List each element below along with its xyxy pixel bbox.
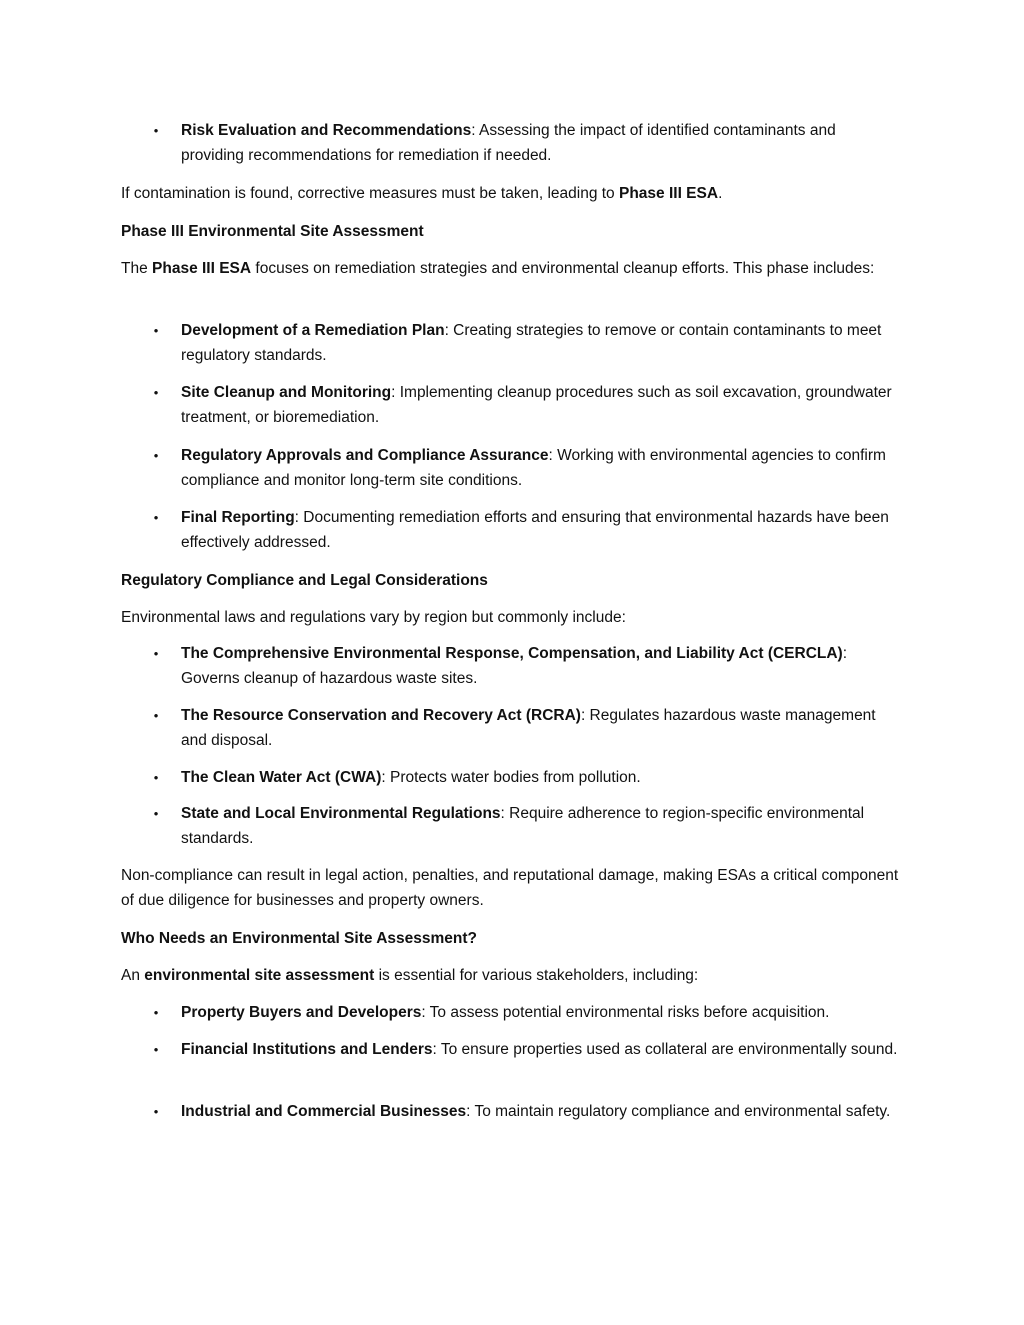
- paragraph: [121, 256, 901, 281]
- paragraph: [121, 963, 901, 988]
- paragraph-bold: environmental site assessment: [144, 967, 375, 984]
- list-item: [181, 505, 901, 555]
- list-item-desc: : To assess potential environmental risks before acquisition.: [421, 1004, 830, 1021]
- bullet: •: [153, 770, 159, 785]
- paragraph-text: If contamination is found, corrective measures must be taken, leading to: [121, 185, 619, 202]
- list-item-desc: : Assessing the impact of identified contaminants and providing recommendations for remediation if needed.: [181, 122, 836, 164]
- list-item-term: Final Reporting: [181, 509, 295, 526]
- list-item: [181, 118, 901, 168]
- section-heading-text: Who Needs an Environmental Site Assessment?: [121, 930, 478, 947]
- section-heading: [121, 926, 901, 951]
- list-item: [181, 703, 901, 753]
- list-item: [181, 318, 901, 368]
- paragraph-text: is essential for various stakeholders, including:: [374, 967, 699, 984]
- list-item-desc: : Implementing cleanup procedures such as soil excavation, groundwater treatment, or bioremediation.: [181, 384, 892, 426]
- list-item-desc: : To ensure properties used as collateral are environmentally sound.: [432, 1041, 898, 1058]
- list-item-term: Risk Evaluation and Recommendations: [181, 122, 472, 139]
- list-item-desc: : Protects water bodies from pollution.: [381, 769, 641, 786]
- paragraph-bold: Phase III ESA: [152, 260, 252, 277]
- list-item-term: The Resource Conservation and Recovery Act (RCRA): [181, 707, 581, 724]
- list-item-term: Development of a Remediation Plan: [181, 322, 445, 339]
- paragraph: Environmental laws and regulations vary by region but commonly include:: [121, 609, 626, 626]
- list-item-term: State and Local Environmental Regulations: [181, 805, 501, 822]
- bullet: •: [153, 385, 159, 400]
- list-item-desc: : Require adherence to region-specific environmental standards.: [181, 805, 865, 847]
- bullet: •: [153, 646, 159, 661]
- list-item-term: The Comprehensive Environmental Response, Compensation, and Liability Act (CERCLA): [181, 645, 843, 662]
- list-item-desc: : To maintain regulatory compliance and environmental safety.: [466, 1103, 891, 1120]
- list-item: [181, 801, 901, 851]
- list-item: [181, 1099, 901, 1124]
- section-heading: [121, 568, 901, 593]
- bullet: •: [153, 1104, 159, 1119]
- list-item-desc: : Documenting remediation efforts and ensuring that environmental hazards have been effectively addressed.: [181, 509, 889, 551]
- paragraph: Non-compliance can result in legal action, penalties, and reputational damage, making ESAs a critical component of due diligence for businesses and property owners.: [121, 867, 899, 909]
- bullet: •: [153, 1005, 159, 1020]
- list-item-term: Site Cleanup and Monitoring: [181, 384, 392, 401]
- bullet: •: [153, 1042, 159, 1057]
- paragraph-bold: Phase III ESA: [618, 185, 719, 202]
- bullet: •: [153, 123, 159, 138]
- list-item: [181, 765, 901, 790]
- bullet: •: [153, 448, 159, 463]
- list-item-term: Industrial and Commercial Businesses: [181, 1103, 467, 1120]
- section-heading: [121, 219, 901, 244]
- paragraph: [121, 181, 901, 206]
- list-item-desc: : Working with environmental agencies to confirm compliance and monitor long-term site conditions.: [181, 447, 886, 489]
- list-item: [181, 1037, 901, 1062]
- paragraph-text: focuses on remediation strategies and environmental cleanup efforts. This phase includes:: [251, 260, 875, 277]
- paragraph-text: The: [121, 260, 153, 277]
- bullet: •: [153, 806, 159, 821]
- list-item-desc: : Creating strategies to remove or contain contaminants to meet regulatory standards.: [181, 322, 882, 364]
- list-item: [181, 443, 901, 493]
- paragraph-text: An: [121, 967, 145, 984]
- list-item-desc: : Governs cleanup of hazardous waste sites.: [181, 645, 848, 687]
- list-item: [181, 380, 901, 430]
- bullet: •: [153, 510, 159, 525]
- list-item: [181, 1000, 901, 1025]
- section-heading-text: Regulatory Compliance and Legal Considerations: [121, 572, 488, 589]
- bullet: •: [153, 323, 159, 338]
- list-item-desc: : Regulates hazardous waste management and disposal.: [181, 707, 876, 749]
- paragraph-text: .: [718, 185, 723, 202]
- section-heading-text: Phase III Environmental Site Assessment: [121, 223, 424, 240]
- list-item-term: Regulatory Approvals and Compliance Assurance: [181, 447, 549, 464]
- bullet: •: [153, 708, 159, 723]
- list-item-term: Property Buyers and Developers: [181, 1004, 422, 1021]
- list-item-term: Financial Institutions and Lenders: [181, 1041, 433, 1058]
- list-item-term: The Clean Water Act (CWA): [181, 769, 382, 786]
- list-item: [181, 641, 901, 691]
